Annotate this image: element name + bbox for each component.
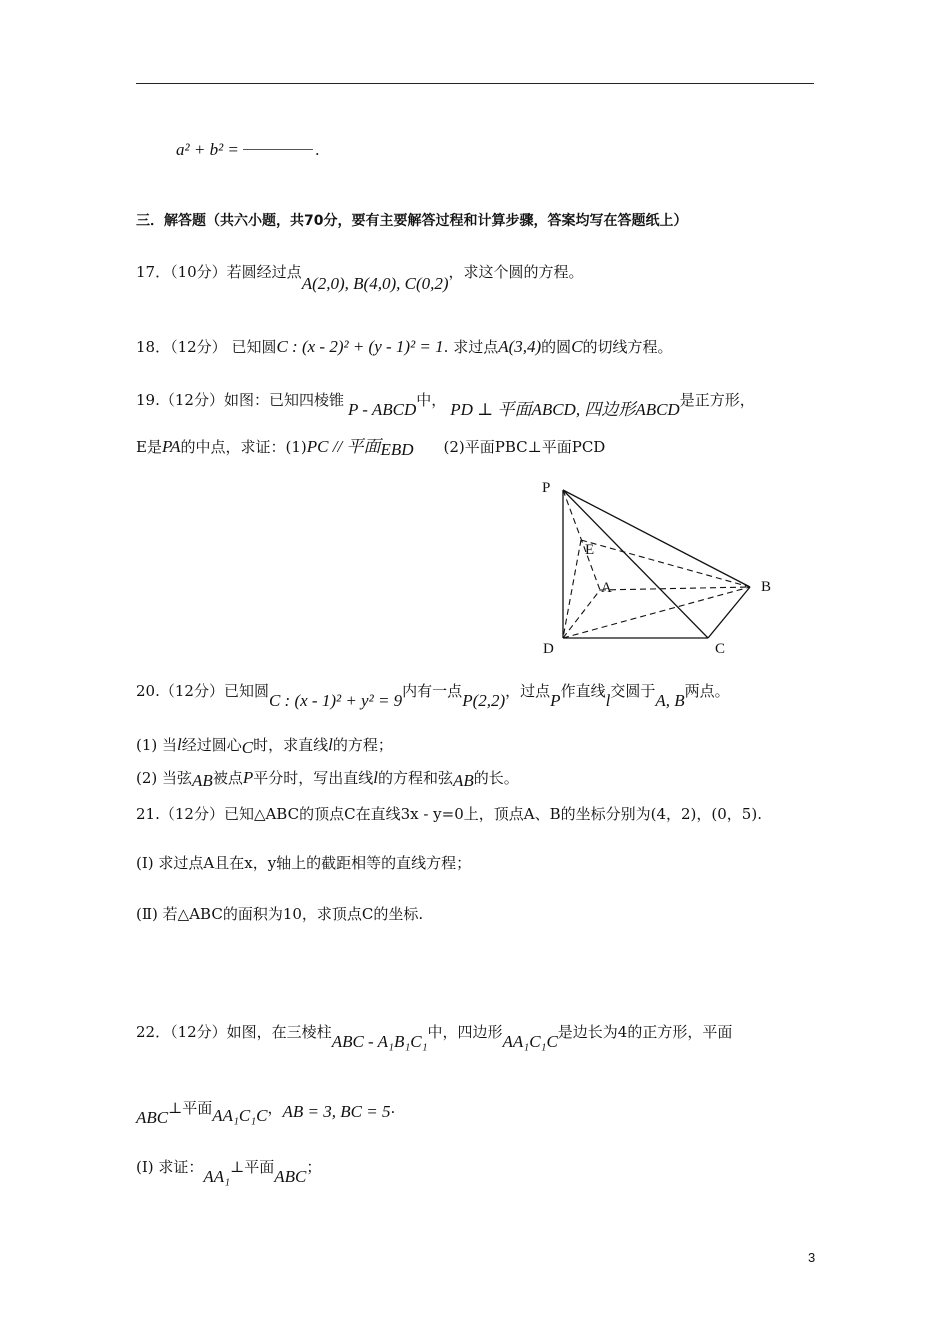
q22-sub1-prefix: (Ⅰ) 求证： <box>136 1158 204 1176</box>
q17-prefix: 17．（10分）若圆经过点 <box>136 263 302 281</box>
q22-suffix: 是边长为4的正方形，平面 <box>557 1023 733 1041</box>
q19-condition: PD ⊥ 平面ABCD, 四边形ABCD <box>450 400 680 419</box>
label-b: B <box>761 579 772 595</box>
question-20-sub1 <box>136 735 393 755</box>
fill-expression: a² + b² = <box>176 140 239 159</box>
diagonal-db <box>563 587 750 638</box>
q22-quadrilateral: AA₁C₁C <box>502 1032 558 1051</box>
q22-edge-aa1: AA₁ <box>203 1167 231 1186</box>
edge-cb <box>708 587 750 638</box>
label-e: E <box>585 542 595 558</box>
q22-lengths: AB = 3, BC = 5 <box>282 1102 391 1121</box>
q20-circle-eq: C : (x - 1)² + y² = 9 <box>268 691 403 710</box>
q18-mid2: 的圆 <box>541 338 572 356</box>
q20-sub2-m4: AB <box>452 771 474 790</box>
q20-sub2-suffix: 的长。 <box>473 769 519 787</box>
q18-circle-name: C <box>571 337 583 356</box>
q22-sub1-mid: ⊥平面 <box>230 1158 275 1176</box>
question-22-line2 <box>136 1098 396 1127</box>
q20-sub2-prefix: (2) 当弦 <box>136 769 193 787</box>
q22-sep: ， <box>267 1099 283 1117</box>
q18-mid: . 求过点 <box>443 338 499 356</box>
q18-circle-eq: C : (x - 2)² + (y - 1)² = 1 <box>276 337 444 356</box>
q20-line-name: l <box>605 691 611 710</box>
fill-end: . <box>314 141 320 159</box>
q22-sub1-plane: ABC <box>274 1167 307 1186</box>
q20-sub2-mid2: 平分时，写出直线 <box>253 769 374 787</box>
label-p: P <box>542 480 551 496</box>
q22-prism: ABC - A₁B₁C₁ <box>331 1032 428 1051</box>
q20-sub1-suffix: 的方程； <box>332 736 393 754</box>
answer-blank <box>243 149 313 150</box>
q20-sub1-mid2: 时，求直线 <box>253 736 329 754</box>
header-rule <box>136 83 814 84</box>
question-20-sub2 <box>136 768 519 788</box>
q20-mid1: 内有一点 <box>402 682 463 700</box>
label-d: D <box>543 641 554 657</box>
edge-da-hidden <box>563 590 600 638</box>
q22-plane-abc: ABC <box>136 1108 169 1127</box>
q19-line2-prefix: E是 <box>136 438 162 456</box>
label-c: C <box>715 641 726 657</box>
q22-plane-aa1c1c: AA₁C₁C <box>212 1106 268 1125</box>
q20-point: P(2,2) <box>462 691 506 710</box>
question-19-line2 <box>136 437 605 457</box>
q20-prefix: 20.（12分）已知圆 <box>136 682 269 700</box>
q20-sub1-mid: 经过圆心 <box>181 736 242 754</box>
q22-sub1-end: ； <box>306 1158 322 1176</box>
question-21: 21.（12分）已知△ABC的顶点C在直线3x - y=0上，顶点A、B的坐标分别为(4，2)，(0，5). <box>136 805 762 823</box>
q20-sub1-m1: l <box>177 735 182 754</box>
q19-mid: 中， <box>416 391 447 409</box>
q20-mid4: 交圆于 <box>610 682 656 700</box>
q20-sub2-m2: P <box>242 768 254 787</box>
pyramid-figure <box>530 470 790 665</box>
label-a: A <box>601 580 612 596</box>
q20-intersections: A, B <box>655 691 685 710</box>
q22-mid: 中，四边形 <box>427 1023 503 1041</box>
q22-perp-plane: ⊥平面 <box>168 1099 213 1117</box>
q20-sub2-m1: AB <box>192 771 213 790</box>
question-21-sub1: (Ⅰ) 求过点A且在x，y轴上的截距相等的直线方程； <box>136 854 472 872</box>
q17-suffix: ，求这个圆的方程。 <box>448 263 584 281</box>
q20-sub2-mid3: 的方程和弦 <box>377 769 453 787</box>
q20-sub2-mid: 被点 <box>212 769 243 787</box>
q20-sub2-m3: l <box>373 768 378 787</box>
q19-pyramid: P - ABCD <box>347 400 417 419</box>
q19-parallel: PC // 平面 <box>306 437 381 456</box>
q20-sub1-m3: l <box>328 735 333 754</box>
edge-pb <box>563 490 750 587</box>
q18-suffix: 的切线方程。 <box>582 338 673 356</box>
question-18 <box>136 337 673 357</box>
q17-points: A(2,0), B(4,0), C(0,2) <box>301 274 449 293</box>
q20-mid2: ，过点 <box>505 682 551 700</box>
question-19-line1 <box>136 390 755 419</box>
edge-ab-hidden <box>600 587 750 590</box>
question-20 <box>136 681 730 710</box>
question-21-sub2: (Ⅱ) 若△ABC的面积为10，求顶点C的坐标. <box>136 905 424 923</box>
q20-sub1-m2: C <box>241 738 254 757</box>
q22-prefix: 22．（12分）如图，在三棱柱 <box>136 1023 332 1041</box>
fill-blank-line <box>176 140 320 160</box>
q18-prefix: 18．（12分） 已知圆 <box>136 338 277 356</box>
q19-line2-mid: 的中点，求证：(1) <box>180 438 307 456</box>
question-17 <box>136 262 584 293</box>
q19-segment-pa: PA <box>161 437 181 456</box>
q20-suffix: 两点。 <box>684 682 730 700</box>
q18-point: A(3,4) <box>498 337 542 356</box>
q20-point-name: P <box>550 691 561 710</box>
q19-plane-ebd: EBD <box>380 440 414 459</box>
q20-mid3: 作直线 <box>560 682 606 700</box>
q19-suffix: 是正方形， <box>679 391 755 409</box>
q20-sub1-prefix: (1) 当 <box>136 736 178 754</box>
question-22-sub1 <box>136 1157 322 1186</box>
q19-part2: (2)平面PBC⊥平面PCD <box>443 438 606 456</box>
section-heading: 三．解答题（共六小题，共70分，要有主要解答过程和计算步骤，答案均写在答题纸上） <box>136 213 688 229</box>
question-22 <box>136 1022 733 1051</box>
edge-pc <box>563 490 708 638</box>
q19-prefix: 19.（12分）如图：已知四棱锥 <box>136 391 344 409</box>
page-number: 3 <box>808 1250 816 1265</box>
q22-end: . <box>390 1099 396 1117</box>
segment-ed <box>563 540 581 638</box>
